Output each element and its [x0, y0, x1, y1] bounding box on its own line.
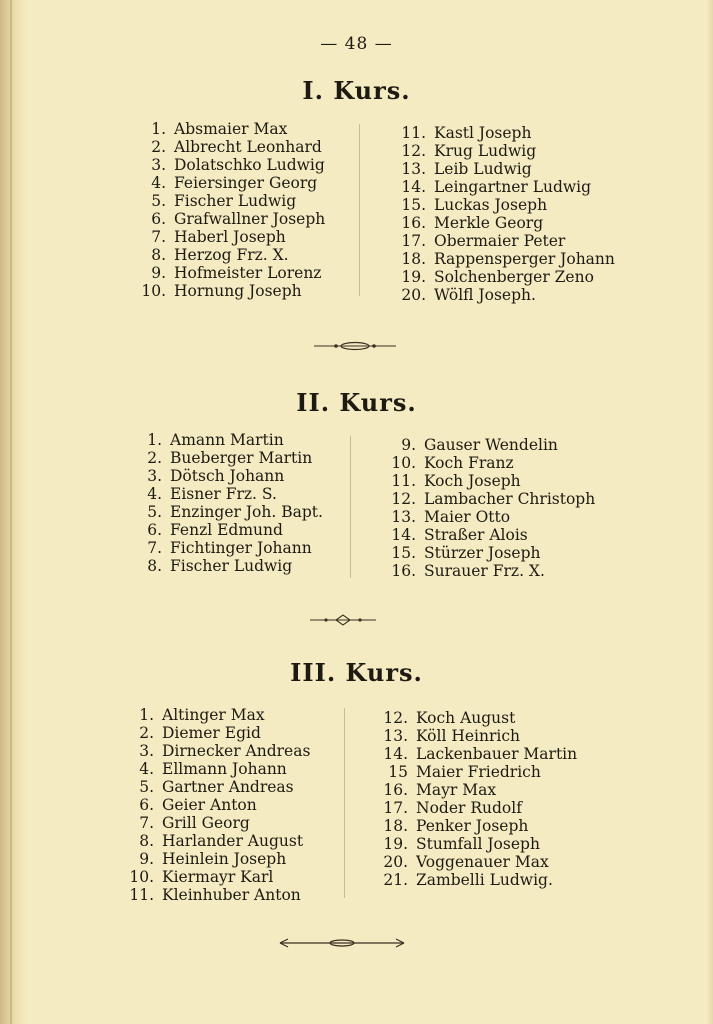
list-number: 17. — [401, 232, 426, 250]
list-item — [380, 835, 577, 853]
list-name: Krug Ludwig — [434, 142, 537, 160]
list-number: 8. — [139, 832, 154, 850]
list-name: Rappensperger Johann — [434, 250, 615, 268]
list-item — [138, 120, 325, 138]
list-number: 5. — [147, 503, 162, 521]
list-name: Absmaier Max — [174, 120, 288, 138]
list-number: 21. — [383, 871, 408, 889]
section-2-right-list — [388, 436, 595, 580]
list-item — [126, 814, 310, 832]
list-number: 11. — [129, 886, 154, 904]
list-name: Feiersinger Georg — [174, 174, 318, 192]
list-name: Lackenbauer Martin — [416, 745, 578, 763]
list-item — [138, 228, 325, 246]
list-name: Fichtinger Johann — [170, 539, 312, 557]
list-number: 13. — [391, 508, 416, 526]
list-item — [380, 871, 577, 889]
list-item — [380, 853, 577, 871]
list-name: Ellmann Johann — [162, 760, 287, 778]
list-number: 14. — [401, 178, 426, 196]
list-number: 1. — [151, 120, 166, 138]
list-number: 2. — [139, 724, 154, 742]
list-item — [380, 745, 577, 763]
list-name: Heinlein Joseph — [162, 850, 287, 868]
list-name: Grill Georg — [162, 814, 250, 832]
list-name: Penker Joseph — [416, 817, 529, 835]
list-name: Koch August — [416, 709, 516, 727]
list-name: Köll Heinrich — [416, 727, 520, 745]
list-item — [388, 490, 595, 508]
list-item — [380, 709, 577, 727]
list-number: 19. — [401, 268, 426, 286]
list-name: Enzinger Joh. Bapt. — [170, 503, 323, 521]
list-number: 12. — [391, 490, 416, 508]
list-item — [380, 817, 577, 835]
list-item — [388, 544, 595, 562]
list-item — [126, 796, 310, 814]
list-item — [138, 264, 325, 282]
list-number: 15. — [391, 544, 416, 562]
list-item — [398, 250, 615, 268]
list-item — [380, 763, 577, 781]
list-number: 3. — [139, 742, 154, 760]
list-item — [126, 832, 310, 850]
list-name: Bueberger Martin — [170, 449, 313, 467]
list-item — [388, 454, 595, 472]
list-name: Obermaier Peter — [434, 232, 566, 250]
list-item — [136, 521, 323, 539]
list-item — [398, 178, 615, 196]
list-number: 9. — [139, 850, 154, 868]
list-name: Voggenauer Max — [416, 853, 549, 871]
list-name: Geier Anton — [162, 796, 257, 814]
list-item — [398, 160, 615, 178]
list-item — [138, 282, 325, 300]
list-number: 14. — [391, 526, 416, 544]
section-heading-3: III. Kurs. — [290, 658, 423, 687]
list-item — [138, 246, 325, 264]
list-name: Hofmeister Lorenz — [174, 264, 322, 282]
list-number: 18. — [401, 250, 426, 268]
list-number: 11. — [391, 472, 416, 490]
list-name: Stumfall Joseph — [416, 835, 540, 853]
list-name: Amann Martin — [170, 431, 284, 449]
list-name: Gartner Andreas — [162, 778, 294, 796]
list-number: 4. — [151, 174, 166, 192]
column-divider — [350, 436, 351, 578]
list-name: Fischer Ludwig — [174, 192, 297, 210]
list-number: 3. — [147, 467, 162, 485]
divider-ornament-icon — [276, 936, 408, 950]
list-name: Albrecht Leonhard — [174, 138, 322, 156]
list-item — [398, 286, 615, 304]
divider-ornament-icon — [312, 340, 398, 352]
list-number: 8. — [147, 557, 162, 575]
list-number: 12. — [401, 142, 426, 160]
list-item — [126, 760, 310, 778]
list-name: Dolatschko Ludwig — [174, 156, 325, 174]
list-name: Herzog Frz. X. — [174, 246, 289, 264]
list-name: Dirnecker Andreas — [162, 742, 311, 760]
list-number: 11. — [401, 124, 426, 142]
list-item — [398, 124, 615, 142]
list-number: 3. — [151, 156, 166, 174]
list-number: 20. — [401, 286, 426, 304]
list-number: 18. — [383, 817, 408, 835]
list-item — [136, 431, 323, 449]
list-number: 2. — [147, 449, 162, 467]
column-divider — [344, 708, 345, 898]
list-item — [388, 472, 595, 490]
list-name: Haberl Joseph — [174, 228, 286, 246]
list-item — [388, 562, 595, 580]
list-item — [136, 485, 323, 503]
list-name: Fischer Ludwig — [170, 557, 293, 575]
list-name: Altinger Max — [162, 706, 265, 724]
divider-ornament-icon — [308, 614, 378, 626]
list-number: 15. — [401, 196, 426, 214]
section-1-right-list — [398, 124, 615, 304]
list-number: 7. — [147, 539, 162, 557]
list-number: 1. — [139, 706, 154, 724]
list-name: Solchenberger Zeno — [434, 268, 594, 286]
list-name: Gauser Wendelin — [424, 436, 558, 454]
list-item — [126, 778, 310, 796]
list-number: 5. — [139, 778, 154, 796]
list-name: Wölfl Joseph. — [434, 286, 536, 304]
section-heading-1: I. Kurs. — [302, 76, 411, 105]
list-number: 4. — [147, 485, 162, 503]
list-number: 5. — [151, 192, 166, 210]
list-number: 7. — [139, 814, 154, 832]
list-name: Maier Friedrich — [416, 763, 541, 781]
list-number: 14. — [383, 745, 408, 763]
list-name: Fenzl Edmund — [170, 521, 283, 539]
list-name: Stürzer Joseph — [424, 544, 541, 562]
page-edge — [707, 0, 713, 1024]
list-number: 9. — [401, 436, 416, 454]
list-number: 20. — [383, 853, 408, 871]
list-number: 13. — [401, 160, 426, 178]
list-name: Kiermayr Karl — [162, 868, 274, 886]
list-number: 8. — [151, 246, 166, 264]
list-name: Leingartner Ludwig — [434, 178, 592, 196]
book-spine-shadow — [0, 0, 26, 1024]
list-number: 10. — [129, 868, 154, 886]
list-item — [380, 799, 577, 817]
list-name: Lambacher Christoph — [424, 490, 596, 508]
list-item — [138, 192, 325, 210]
section-heading-2: II. Kurs. — [296, 388, 417, 417]
list-name: Leib Ludwig — [434, 160, 532, 178]
list-number: 17. — [383, 799, 408, 817]
list-number: 7. — [151, 228, 166, 246]
list-name: Merkle Georg — [434, 214, 544, 232]
list-item — [380, 781, 577, 799]
list-number: 4. — [139, 760, 154, 778]
list-number: 16. — [401, 214, 426, 232]
section-1-left-list — [138, 120, 325, 300]
list-item — [136, 449, 323, 467]
list-number: 2. — [151, 138, 166, 156]
list-name: Straßer Alois — [424, 526, 528, 544]
list-item — [126, 886, 310, 904]
list-name: Dötsch Johann — [170, 467, 285, 485]
list-item — [380, 727, 577, 745]
list-item — [398, 214, 615, 232]
column-divider — [359, 124, 360, 296]
list-item — [136, 467, 323, 485]
list-item — [126, 724, 310, 742]
list-item — [136, 557, 323, 575]
section-2-left-list — [136, 431, 323, 575]
list-item — [388, 436, 595, 454]
list-number: 10. — [141, 282, 166, 300]
list-number: 19. — [383, 835, 408, 853]
list-item — [126, 742, 310, 760]
list-item — [138, 210, 325, 228]
list-number: 12. — [383, 709, 408, 727]
list-number: 6. — [151, 210, 166, 228]
list-item — [398, 232, 615, 250]
list-name: Harlander August — [162, 832, 304, 850]
list-item — [136, 539, 323, 557]
list-item — [398, 196, 615, 214]
list-item — [126, 850, 310, 868]
list-item — [126, 706, 310, 724]
list-number: 6. — [139, 796, 154, 814]
list-item — [398, 142, 615, 160]
list-item — [388, 508, 595, 526]
list-item — [138, 138, 325, 156]
list-number: 13. — [383, 727, 408, 745]
list-name: Diemer Egid — [162, 724, 261, 742]
list-name: Koch Joseph — [424, 472, 521, 490]
list-name: Kastl Joseph — [434, 124, 532, 142]
list-number: 1. — [147, 431, 162, 449]
section-3-right-list — [380, 709, 577, 889]
list-number: 6. — [147, 521, 162, 539]
list-name: Noder Rudolf — [416, 799, 522, 817]
list-name: Grafwallner Joseph — [174, 210, 326, 228]
list-number: 10. — [391, 454, 416, 472]
list-item — [136, 503, 323, 521]
list-number: 16. — [391, 562, 416, 580]
list-name: Eisner Frz. S. — [170, 485, 277, 503]
list-number: 15 — [388, 763, 408, 781]
list-item — [388, 526, 595, 544]
list-number: 16. — [383, 781, 408, 799]
list-item — [126, 868, 310, 886]
section-3-left-list — [126, 706, 310, 904]
list-item — [138, 156, 325, 174]
list-number: 9. — [151, 264, 166, 282]
list-name: Kleinhuber Anton — [162, 886, 301, 904]
page-number: — 48 — — [320, 34, 393, 54]
list-name: Koch Franz — [424, 454, 514, 472]
list-name: Hornung Joseph — [174, 282, 302, 300]
list-name: Zambelli Ludwig. — [416, 871, 553, 889]
list-item — [138, 174, 325, 192]
list-name: Mayr Max — [416, 781, 497, 799]
list-name: Maier Otto — [424, 508, 511, 526]
list-name: Luckas Joseph — [434, 196, 548, 214]
list-name: Surauer Frz. X. — [424, 562, 545, 580]
list-item — [398, 268, 615, 286]
